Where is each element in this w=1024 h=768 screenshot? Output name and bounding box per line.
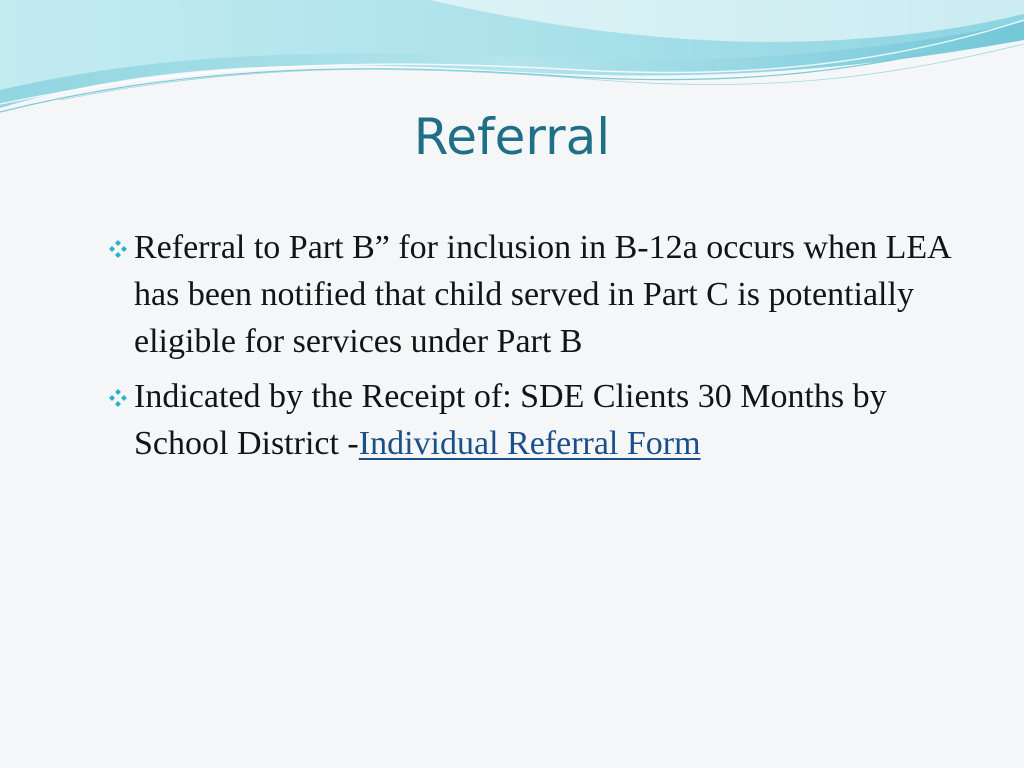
individual-referral-form-link[interactable]: Individual Referral Form (358, 425, 701, 462)
slide-title: Referral (413, 108, 611, 166)
four-diamond-bullet-icon (106, 386, 130, 410)
four-diamond-bullet-icon (106, 237, 130, 261)
list-item (106, 373, 966, 467)
list-item (106, 224, 966, 365)
bullet-text: Referral to Part B” for inclusion in B-12a occurs when LEA has been notified that child served in Part C is potentially eligible for services under Part B (134, 229, 950, 360)
bullet-text: Indicated by the Receipt of: SDE Clients 30 Months by School District - (134, 378, 887, 462)
bullet-list (106, 224, 966, 475)
